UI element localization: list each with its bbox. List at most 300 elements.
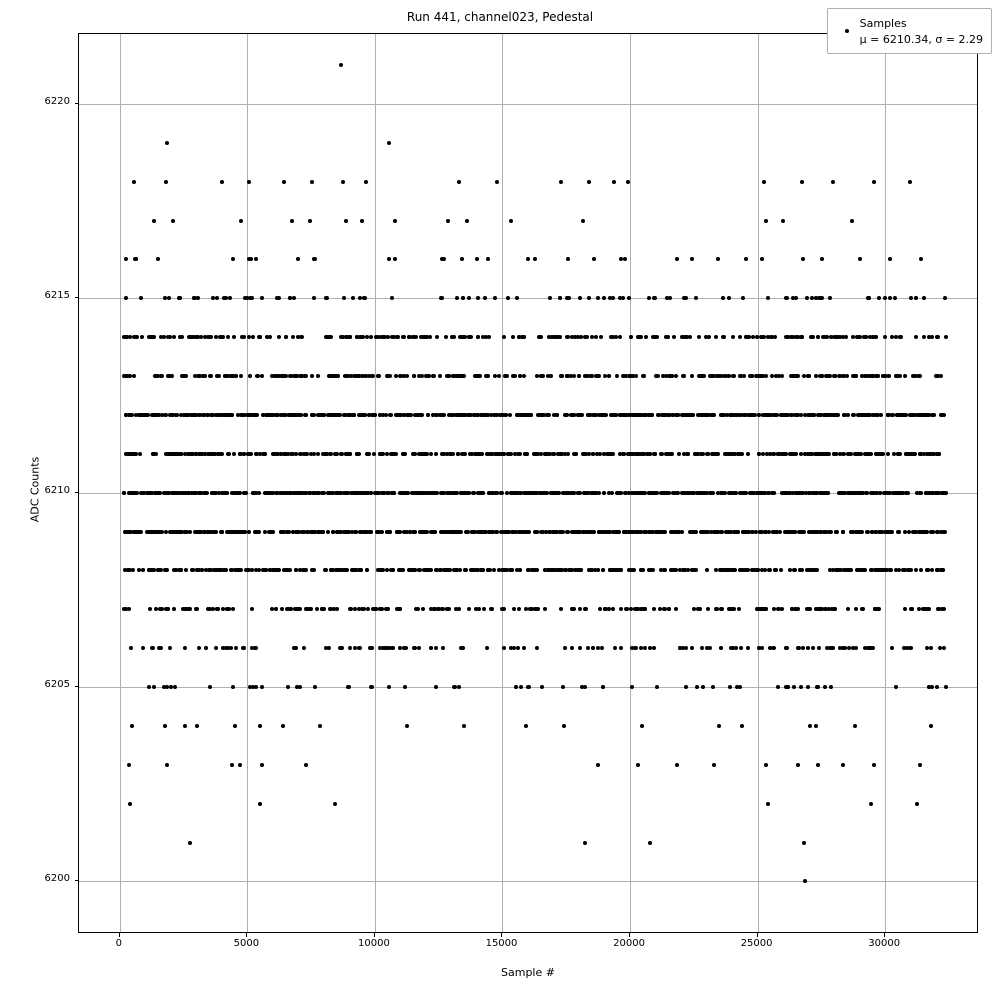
scatter-point [846, 413, 850, 417]
scatter-point [903, 607, 907, 611]
scatter-point [598, 452, 602, 456]
scatter-point [734, 646, 738, 650]
scatter-point [484, 374, 488, 378]
scatter-point [204, 568, 208, 572]
scatter-point [674, 607, 678, 611]
scatter-point [172, 335, 176, 339]
scatter-point [930, 413, 934, 417]
scatter-point [282, 452, 286, 456]
scatter-point [295, 685, 299, 689]
scatter-point [816, 763, 820, 767]
scatter-point [402, 452, 406, 456]
scatter-point [245, 413, 249, 417]
scatter-point [214, 530, 218, 534]
scatter-point [876, 374, 880, 378]
scatter-point [308, 491, 312, 495]
scatter-point [369, 685, 373, 689]
scatter-point [893, 296, 897, 300]
scatter-point [796, 413, 800, 417]
scatter-point [495, 530, 499, 534]
scatter-point [522, 335, 526, 339]
scatter-point [842, 413, 846, 417]
scatter-point [168, 413, 172, 417]
scatter-point [861, 607, 865, 611]
scatter-point [821, 491, 825, 495]
scatter-point [779, 568, 783, 572]
x-tick-mark [629, 933, 630, 937]
scatter-point [338, 491, 342, 495]
scatter-point [838, 335, 842, 339]
scatter-point [716, 257, 720, 261]
scatter-point [514, 685, 518, 689]
scatter-point [254, 257, 258, 261]
scatter-point [801, 646, 805, 650]
scatter-point [344, 219, 348, 223]
scatter-point [890, 530, 894, 534]
scatter-point [125, 452, 129, 456]
scatter-point [841, 530, 845, 534]
scatter-point [202, 530, 206, 534]
scatter-point [136, 530, 140, 534]
scatter-point [594, 335, 598, 339]
scatter-point [385, 452, 389, 456]
scatter-point [922, 335, 926, 339]
scatter-point [758, 491, 762, 495]
scatter-point [744, 413, 748, 417]
scatter-point [548, 296, 552, 300]
scatter-point [918, 763, 922, 767]
scatter-point [846, 452, 850, 456]
scatter-point [943, 530, 947, 534]
scatter-point [601, 568, 605, 572]
scatter-point [295, 607, 299, 611]
scatter-point [697, 335, 701, 339]
scatter-point [648, 452, 652, 456]
scatter-point [578, 296, 582, 300]
scatter-point [251, 491, 255, 495]
scatter-point [335, 607, 339, 611]
scatter-point [558, 335, 562, 339]
scatter-point [138, 452, 142, 456]
scatter-point [827, 452, 831, 456]
scatter-point [396, 335, 400, 339]
scatter-point [348, 335, 352, 339]
scatter-point [387, 685, 391, 689]
scatter-point [922, 296, 926, 300]
x-gridline [502, 34, 503, 932]
scatter-point [213, 452, 217, 456]
scatter-point [203, 491, 207, 495]
scatter-point [524, 724, 528, 728]
scatter-point [302, 646, 306, 650]
scatter-point [894, 685, 898, 689]
scatter-point [798, 530, 802, 534]
scatter-point [581, 530, 585, 534]
scatter-point [758, 530, 762, 534]
scatter-point [626, 180, 630, 184]
scatter-point [874, 335, 878, 339]
scatter-point [631, 374, 635, 378]
scatter-point [489, 413, 493, 417]
scatter-point [129, 413, 133, 417]
scatter-point [242, 530, 246, 534]
scatter-point [179, 413, 183, 417]
y-tick-mark [75, 492, 79, 493]
scatter-point [174, 413, 178, 417]
scatter-point [912, 530, 916, 534]
scatter-point [613, 646, 617, 650]
scatter-point [581, 219, 585, 223]
scatter-point [853, 724, 857, 728]
scatter-point [168, 646, 172, 650]
scatter-point [167, 296, 171, 300]
scatter-point [398, 413, 402, 417]
scatter-point [814, 724, 818, 728]
scatter-point [128, 335, 132, 339]
scatter-point [355, 491, 359, 495]
scatter-point [238, 452, 242, 456]
scatter-point [313, 685, 317, 689]
scatter-point [610, 491, 614, 495]
scatter-point [263, 530, 267, 534]
scatter-point [559, 180, 563, 184]
scatter-point [206, 530, 210, 534]
scatter-point [533, 257, 537, 261]
scatter-point [652, 607, 656, 611]
scatter-point [675, 763, 679, 767]
scatter-point [203, 374, 207, 378]
scatter-point [549, 491, 553, 495]
scatter-point [485, 646, 489, 650]
scatter-point [785, 296, 789, 300]
scatter-point [739, 374, 743, 378]
scatter-point [275, 491, 279, 495]
scatter-point [872, 763, 876, 767]
scatter-point [647, 296, 651, 300]
scatter-point [364, 530, 368, 534]
scatter-point [539, 413, 543, 417]
scatter-point [565, 335, 569, 339]
scatter-point [232, 452, 236, 456]
scatter-point [871, 413, 875, 417]
scatter-point [525, 530, 529, 534]
scatter-point [578, 607, 582, 611]
scatter-point [467, 296, 471, 300]
scatter-point [352, 413, 356, 417]
scatter-point [475, 257, 479, 261]
scatter-point [277, 335, 281, 339]
scatter-point [869, 452, 873, 456]
scatter-point [402, 530, 406, 534]
scatter-point [593, 413, 597, 417]
scatter-point [518, 452, 522, 456]
y-gridline [79, 881, 977, 882]
scatter-point [482, 607, 486, 611]
scatter-point [195, 607, 199, 611]
scatter-point [220, 180, 224, 184]
scatter-point [355, 374, 359, 378]
scatter-point [429, 646, 433, 650]
scatter-point [156, 491, 160, 495]
scatter-point [654, 491, 658, 495]
scatter-point [258, 724, 262, 728]
scatter-point [434, 685, 438, 689]
scatter-point [231, 607, 235, 611]
scatter-point [258, 802, 262, 806]
scatter-point [439, 296, 443, 300]
scatter-point [518, 491, 522, 495]
scatter-point [492, 568, 496, 572]
scatter-point [493, 374, 497, 378]
scatter-point [601, 685, 605, 689]
x-tick-label: 0 [115, 938, 122, 949]
scatter-point [944, 335, 948, 339]
scatter-point [397, 607, 401, 611]
x-gridline [120, 34, 121, 932]
scatter-point [141, 491, 145, 495]
scatter-point [865, 491, 869, 495]
scatter-point [685, 452, 689, 456]
scatter-point [429, 452, 433, 456]
scatter-point [457, 530, 461, 534]
scatter-point [326, 530, 330, 534]
scatter-point [152, 685, 156, 689]
scatter-point [257, 568, 261, 572]
scatter-point [438, 374, 442, 378]
scatter-point [719, 374, 723, 378]
scatter-point [238, 763, 242, 767]
scatter-point [561, 685, 565, 689]
x-tick-label: 25000 [740, 938, 773, 949]
x-axis-label: Sample # [501, 966, 555, 979]
scatter-point [563, 646, 567, 650]
scatter-point [132, 180, 136, 184]
scatter-point [819, 374, 823, 378]
scatter-point [622, 452, 626, 456]
scatter-point [318, 530, 322, 534]
scatter-point [211, 607, 215, 611]
scatter-point [466, 491, 470, 495]
scatter-point [434, 452, 438, 456]
scatter-point [431, 530, 435, 534]
scatter-point [322, 491, 326, 495]
scatter-point [269, 491, 273, 495]
scatter-point [162, 685, 166, 689]
scatter-point [242, 452, 246, 456]
scatter-point [476, 452, 480, 456]
scatter-point [148, 607, 152, 611]
scatter-point [135, 491, 139, 495]
scatter-point [321, 452, 325, 456]
scatter-point [543, 607, 547, 611]
scatter-point [403, 685, 407, 689]
scatter-point [747, 335, 751, 339]
scatter-point [226, 374, 230, 378]
scatter-point [706, 452, 710, 456]
scatter-point [750, 374, 754, 378]
scatter-point [128, 802, 132, 806]
scatter-point [365, 568, 369, 572]
scatter-point [758, 607, 762, 611]
scatter-point [790, 530, 794, 534]
scatter-point [615, 374, 619, 378]
scatter-point [330, 413, 334, 417]
scatter-point [558, 296, 562, 300]
scatter-point [831, 180, 835, 184]
scatter-point [596, 568, 600, 572]
scatter-point [607, 374, 611, 378]
scatter-point [289, 607, 293, 611]
scatter-point [667, 607, 671, 611]
scatter-point [268, 568, 272, 572]
x-tick-label: 15000 [485, 938, 518, 949]
scatter-point [728, 685, 732, 689]
scatter-point [203, 452, 207, 456]
scatter-point [639, 452, 643, 456]
scatter-point [553, 491, 557, 495]
x-gridline [758, 34, 759, 932]
scatter-point [394, 452, 398, 456]
scatter-point [233, 530, 237, 534]
scatter-point [815, 568, 819, 572]
scatter-point [722, 335, 726, 339]
scatter-point [915, 802, 919, 806]
scatter-point [927, 607, 931, 611]
scatter-point [622, 530, 626, 534]
scatter-point [898, 413, 902, 417]
scatter-point [930, 685, 934, 689]
scatter-point [611, 530, 615, 534]
scatter-point [215, 296, 219, 300]
scatter-point [413, 646, 417, 650]
scatter-point [720, 530, 724, 534]
scatter-point [124, 257, 128, 261]
scatter-point [294, 568, 298, 572]
scatter-point [753, 413, 757, 417]
chart-title: Run 441, channel023, Pedestal [406, 10, 594, 24]
scatter-point [254, 452, 258, 456]
scatter-point [695, 491, 699, 495]
scatter-point [930, 568, 934, 572]
y-gridline [79, 104, 977, 105]
scatter-point [776, 685, 780, 689]
scatter-point [820, 257, 824, 261]
scatter-point [216, 607, 220, 611]
scatter-point [691, 530, 695, 534]
scatter-point [710, 452, 714, 456]
scatter-point [404, 491, 408, 495]
scatter-point [928, 491, 932, 495]
scatter-point [347, 685, 351, 689]
scatter-point [603, 374, 607, 378]
scatter-point [596, 296, 600, 300]
scatter-point [522, 374, 526, 378]
scatter-point [559, 607, 563, 611]
scatter-point [566, 530, 570, 534]
x-gridline [375, 34, 376, 932]
scatter-point [764, 219, 768, 223]
scatter-point [234, 374, 238, 378]
scatter-point [808, 724, 812, 728]
scatter-point [369, 335, 373, 339]
scatter-point [639, 335, 643, 339]
scatter-point [586, 646, 590, 650]
scatter-point [691, 413, 695, 417]
scatter-point [639, 491, 643, 495]
scatter-point [405, 724, 409, 728]
scatter-point [233, 724, 237, 728]
scatter-point [684, 685, 688, 689]
scatter-point [674, 568, 678, 572]
scatter-point [761, 452, 765, 456]
scatter-point [514, 491, 518, 495]
scatter-point [590, 374, 594, 378]
scatter-point [239, 219, 243, 223]
scatter-point [329, 335, 333, 339]
scatter-point [877, 296, 881, 300]
scatter-point [727, 296, 731, 300]
scatter-point [754, 374, 758, 378]
scatter-point [724, 452, 728, 456]
scatter-point [354, 530, 358, 534]
scatter-point [733, 530, 737, 534]
scatter-point [714, 452, 718, 456]
scatter-point [224, 296, 228, 300]
scatter-point [668, 296, 672, 300]
scatter-point [714, 335, 718, 339]
scatter-point [211, 296, 215, 300]
scatter-point [592, 257, 596, 261]
scatter-point [441, 646, 445, 650]
scatter-point [869, 491, 873, 495]
scatter-point [640, 724, 644, 728]
scatter-point [619, 607, 623, 611]
scatter-point [304, 374, 308, 378]
scatter-point [778, 530, 782, 534]
scatter-point [421, 607, 425, 611]
scatter-point [385, 568, 389, 572]
scatter-point [895, 491, 899, 495]
scatter-point [270, 413, 274, 417]
scatter-point [485, 452, 489, 456]
scatter-point [846, 607, 850, 611]
scatter-point [456, 452, 460, 456]
scatter-point [232, 491, 236, 495]
scatter-point [762, 335, 766, 339]
scatter-point [587, 296, 591, 300]
scatter-point [850, 219, 854, 223]
scatter-point [877, 452, 881, 456]
scatter-point [854, 607, 858, 611]
scatter-point [824, 374, 828, 378]
scatter-point [910, 607, 914, 611]
scatter-point [763, 530, 767, 534]
scatter-point [941, 568, 945, 572]
y-tick-mark [75, 297, 79, 298]
scatter-point [732, 374, 736, 378]
scatter-point [440, 452, 444, 456]
scatter-point [287, 530, 291, 534]
scatter-point [242, 491, 246, 495]
x-tick-mark [246, 933, 247, 937]
scatter-point [651, 568, 655, 572]
scatter-point [854, 646, 858, 650]
scatter-point [653, 296, 657, 300]
scatter-point [919, 568, 923, 572]
y-tick-label: 6220 [44, 95, 70, 107]
scatter-point [936, 530, 940, 534]
x-gridline [885, 34, 886, 932]
